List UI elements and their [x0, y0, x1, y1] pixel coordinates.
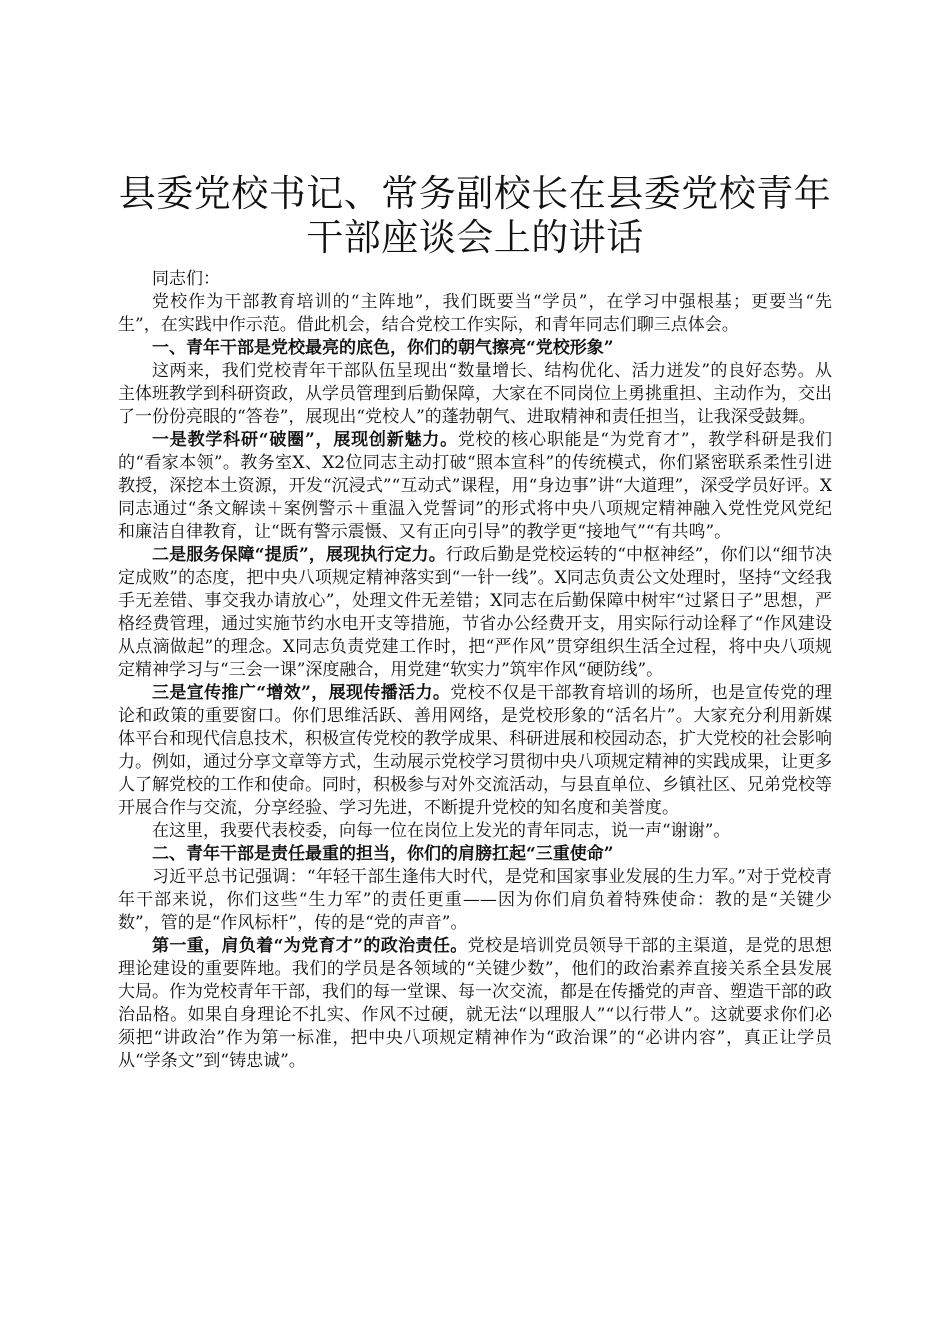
section-1-item-3-body: 党校不仅是干部教育培训的场所，也是宣传党的理论和政策的重要窗口。你们思维活跃、善用网络，是党校形象的“活名片”。大家充分利用新媒体平台和现代信息技术，积极宣传党校的教学成果、科研进展和校园动态，扩大党校的社会影响力。例如，通过分享文章等方式，生动展示党校学习贯彻中央八项规定精神的实践成果，让更多人了解党校的工作和使命。同时，积极参与对外交流活动，与县直单位、乡镇社区、兄弟党校等开展合作与交流，分享经验、学习先进，不断提升党校的知名度和美誉度。 — [118, 683, 833, 818]
section-2-paragraph: 习近平总书记强调：“年轻干部生逢伟大时代，是党和国家事业发展的生力军。”对于党校青年干部来说，你们这些“生力军”的责任更重——因为你们肩负着特殊使命：教的是“关键少数”，管的是“作风标杆”，传的是“党的声音”。 — [118, 867, 832, 933]
section-1-heading: 一、青年干部是党校最亮的底色，你们的朝气擦亮“党校形象” — [152, 338, 614, 358]
thanks-paragraph: 在这里，我要代表校委，向每一位在岗位上发光的青年同志，说一声“谢谢”。 — [152, 821, 731, 841]
section-2-item-1-body: 党校是培训党员领导干部的主渠道，是党的思想理论建设的重要阵地。我们的学员是各领域的“关键少数”，他们的政治素养直接关系全县发展大局。作为党校青年干部，我们的每一堂课、每一次交流，都是在传播党的声音、塑造干部的政治品格。如果自身理论不扎实、作风不过硬，就无法“以理服人”“以行带人”。这就要求你们必须把“讲政治”作为第一标准，把中央八项规定精神作为“政治课”的“必讲内容”，真正让学员从“学条文”到“铸忠诚”。 — [118, 936, 832, 1071]
intro-paragraph: 党校作为干部教育培训的“主阵地”，我们既要当“学员”，在学习中强根基；更要当“先生”，在实践中作示范。借此机会，结合党校工作实际，和青年同志们聊三点体会。 — [118, 292, 832, 335]
section-1-item-2-body: 行政后勤是党校运转的“中枢神经”，你们以“细节决定成败”的态度，把中央八项规定精神落实到“一针一线”。X同志负责公文处理时，坚持“文经我手无差错、事交我办请放心”，处理文件无差错；X同志在后勤保障中树牢“过紧日子”思想，严格经费管理，通过实施节约水电开支等措施，节省办公经费开支，用实际行动诠释了“作风建设从点滴做起”的理念。X同志负责党建工作时，把“严作风”贯穿组织生活全过程，将中央八项规定精神学习与“三会一课”深度融合，用党建“软实力”筑牢作风“硬防线”。 — [118, 545, 833, 680]
section-1-paragraph: 这两来，我们党校青年干部队伍呈现出“数量增长、结构优化、活力迸发”的良好态势。从主体班教学到科研资政，从学员管理到后勤保障，大家在不同岗位上勇挑重担、主动作为，交出了一份份亮眼的“答卷”，展现出“党校人”的蓬勃朝气、进取精神和责任担当，让我深受鼓舞。 — [118, 361, 832, 427]
document-page — [118, 172, 832, 1073]
section-1-item-1-lead: 一是教学科研“破圈”，展现创新魅力。 — [152, 430, 458, 450]
section-1-item-2 — [118, 544, 832, 682]
section-1-item-3 — [118, 682, 832, 820]
section-2-item-1-lead: 第一重，肩负着“为党育才”的政治责任。 — [152, 936, 468, 956]
document-title: 县委党校书记、常务副校长在县委党校青年干部座谈会上的讲话 — [118, 172, 832, 259]
section-2-item-1 — [118, 935, 832, 1073]
section-1-item-1-body: 党校的核心职能是“为党育才”，教学科研是我们的“看家本领”。教务室X、X2位同志主动打破“照本宣科”的传统模式，你们紧密联系柔性引进教授，深挖本土资源，开发“沉浸式”“互动式”课程，用“身边事”讲“大道理”，深受学员好评。X同志通过“条文解读＋案例警示＋重温入党誓词”的形式将中央八项规定精神融入党性党风党纪和廉洁自律教育，让“既有警示震慑、又有正向引导”的教学更“接地气”“有共鸣”。 — [118, 430, 832, 542]
section-1-item-1 — [118, 429, 832, 544]
section-2-heading: 二、青年干部是责任最重的担当，你们的肩膀扛起“三重使命” — [152, 844, 614, 864]
section-1-item-3-lead: 三是宣传推广“增效”，展现传播活力。 — [152, 683, 451, 703]
greeting: 同志们： — [152, 269, 220, 289]
section-1-item-2-lead: 二是服务保障“提质”，展现执行定力。 — [152, 545, 446, 565]
